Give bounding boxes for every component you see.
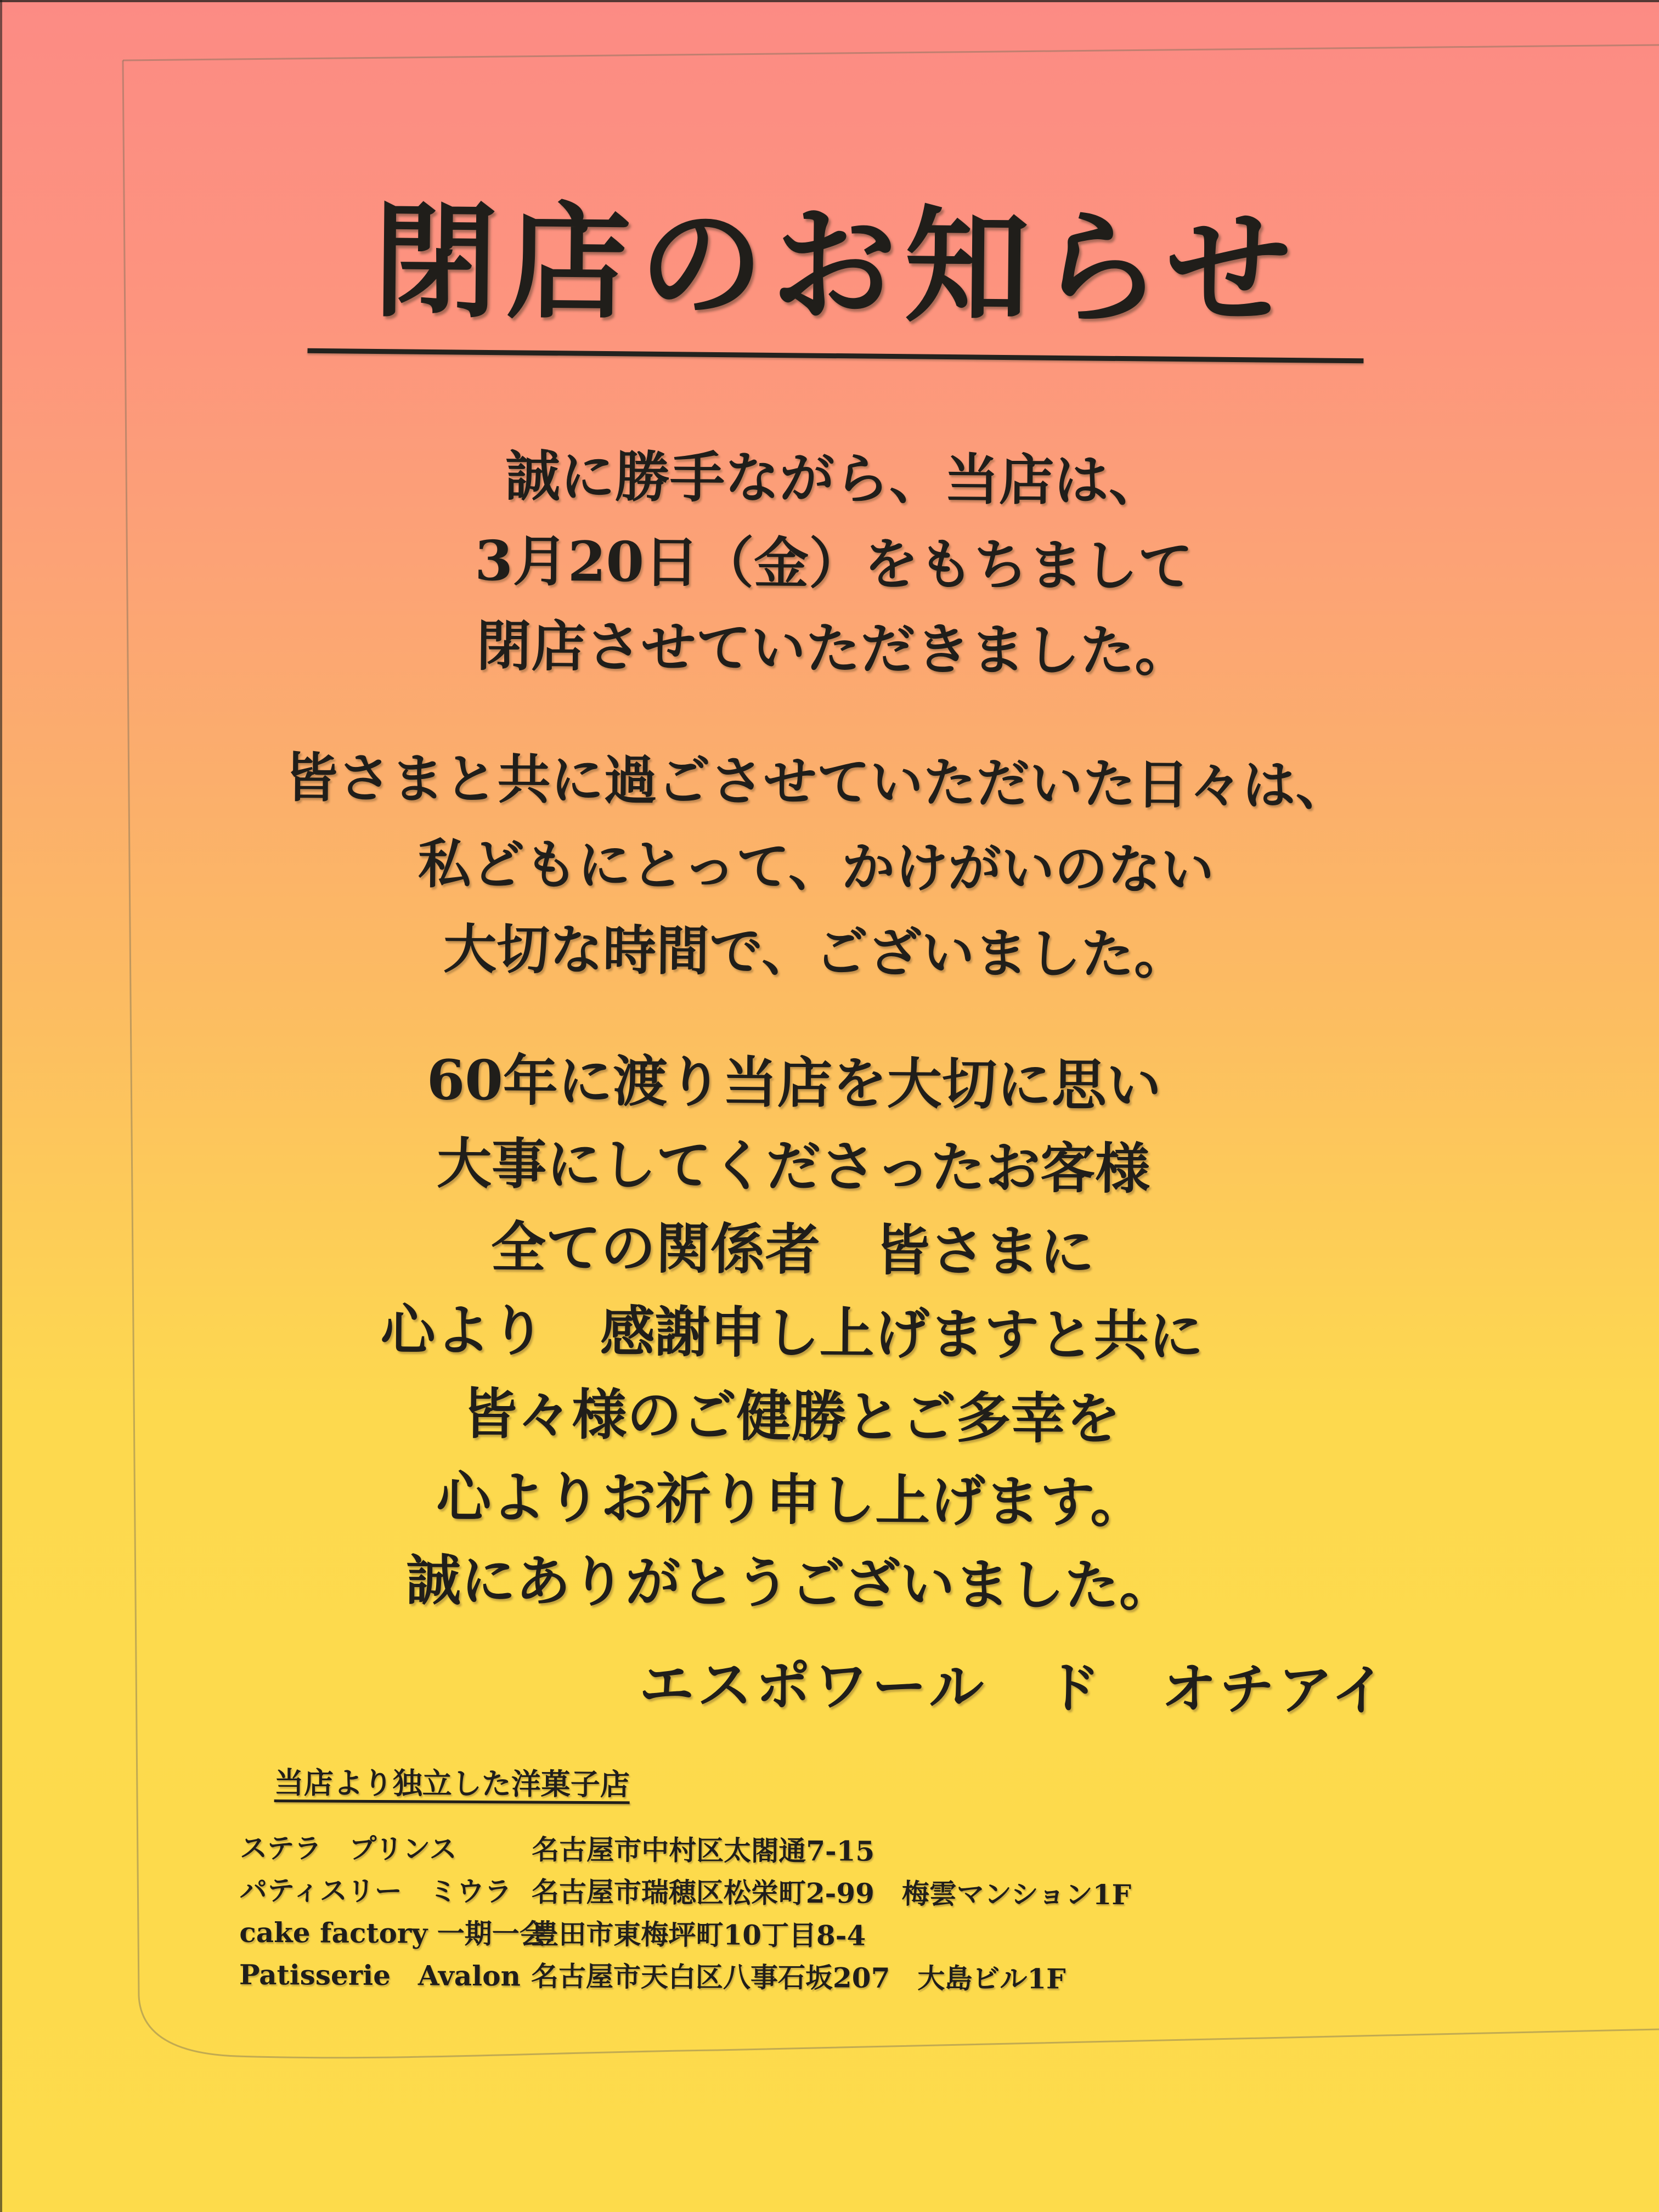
shop-name: パティスリー ミウラ <box>239 1874 512 1908</box>
body-line: 誠に勝手ながら、当店は、 <box>505 443 1164 514</box>
body-line: 私どもにとって、かけがいのない <box>417 832 1215 901</box>
shop-name: cake factory 一期一会 <box>239 1916 547 1950</box>
body-line: 誠にありがとうございました。 <box>405 1547 1175 1618</box>
body-line: 閉店させていただきました。 <box>476 613 1190 684</box>
body-line: 大事にしてくださったお客様 <box>436 1131 1150 1201</box>
shop-row <box>240 1869 1132 1916</box>
shop-row <box>239 1953 1131 2000</box>
shop-signature: エスポワール ド オチアイ <box>639 1652 1390 1723</box>
shop-row <box>240 1826 1132 1874</box>
shop-name: Patisserie Avalon <box>239 1958 521 1992</box>
paragraph-precious-days <box>0 733 1646 1001</box>
body-line: 3月20日（金）をもちまして <box>474 528 1193 599</box>
shop-address: 名古屋市天白区八事石坂207 大島ビル1F <box>531 1960 1066 1995</box>
paragraph-closing-date <box>3 430 1659 698</box>
shop-address: 名古屋市中村区太閤通7-15 <box>532 1833 875 1867</box>
body-line: 60年に渡り当店を大切に思い <box>426 1047 1162 1118</box>
shop-name: ステラ プリンス <box>240 1831 457 1865</box>
body-line: 全ての関係者 皆さまに <box>490 1215 1095 1284</box>
title-block <box>149 187 1522 365</box>
independent-shops-section <box>239 1764 1132 2000</box>
independent-shops-heading: 当店より独立した洋菓子店 <box>274 1765 630 1802</box>
body-line: 皆々様のご健勝とご多幸を <box>462 1381 1121 1452</box>
body-line: 大切な時間で、ございました。 <box>443 917 1188 986</box>
shop-row <box>239 1911 1131 1958</box>
shop-address: 豊田市東梅坪町10丁目8-4 <box>531 1917 866 1952</box>
shop-list <box>239 1826 1132 2000</box>
paragraph-gratitude <box>0 1035 1624 1632</box>
body-line: 心より 感謝申し上げますと共に <box>380 1297 1204 1369</box>
title-underline-rule <box>307 348 1363 363</box>
page-title: 閉店のお知らせ <box>373 187 1300 343</box>
body-line: 皆さまと共に過ごさせていただいた日々は、 <box>284 746 1350 817</box>
shop-address: 名古屋市瑞穂区松栄町2-99 梅雲マンション1F <box>531 1875 1132 1911</box>
body-line: 心よりお祈り申し上げます。 <box>436 1464 1146 1535</box>
